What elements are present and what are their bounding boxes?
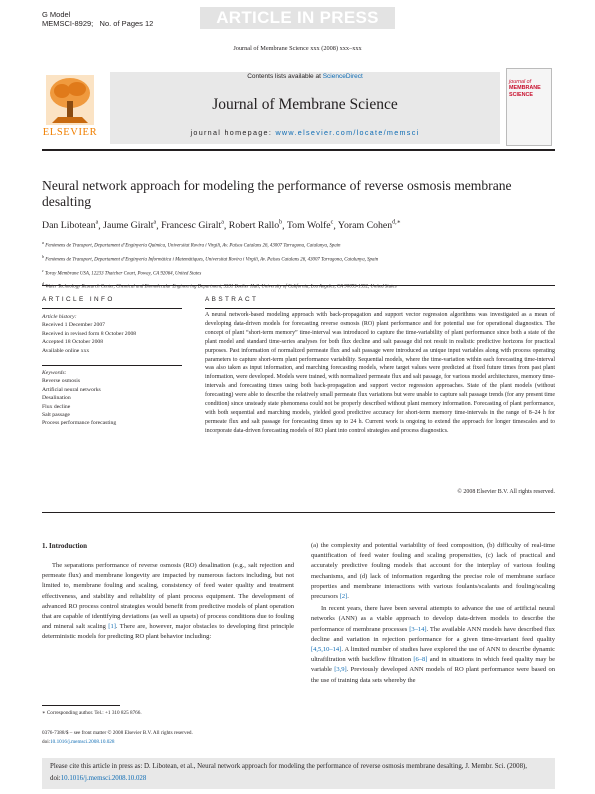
history-label: Article history: [42, 314, 77, 320]
affiliation-marker: b [42, 253, 44, 259]
doc-id: MEMSCI-8929; [42, 19, 94, 28]
author [287, 220, 333, 231]
publisher-name: ELSEVIER [42, 127, 98, 138]
header-meta [42, 10, 153, 28]
affiliation-text: Fenòmens de Transport, Departament d’Enginyeria Química, Universitat Rovira i Virgili, Av. Països Catalans 26, 43007 Tarragona, Catalunya, Spain [45, 243, 341, 249]
keyword: Artificial neural networks [42, 386, 101, 393]
paragraph-text: . There are, however, major obstacles to developing first principle deterministic models for predicting RO plant behavior including: [42, 623, 294, 641]
history-item: Accepted 18 October 2008 [42, 339, 104, 346]
citation-link[interactable]: [3,9] [334, 666, 347, 674]
doi-link[interactable]: 10.1016/j.memsci.2008.10.028 [50, 739, 115, 745]
paragraph-text: (a) the complexity and potential variability of feed composition, (b) difficulty of real-time quantification of feed water fouling and scaling propensities, (c) lack of practical and accurately predictive fouling models that account for the interplay of various fouling mechanisms, and (d) lack of information regarding the precise role of membrane surface properties and membrane interactions with various foulants/scalants and fouling/scaling precursors [311, 542, 555, 601]
author [161, 220, 224, 231]
keyword: Process performance forecasting [42, 420, 117, 427]
abstract-text: A neural network-based modeling approach with back-propagation and support vector regression algorithms was investigated as a mean of developing data-driven models for forecasting reverse osmosis (RO) plant performance and for potential use for operational diagnostics. The concept of plant “short-term memory” time-interval was introduced to capture the time-variability of plant performance since both a state of the plant model and standard time-series analyses for both flux decline and salt passage did not result in realistic predictive horizons for practical purposes. Past information of normalized permeate flux and salt passage were introduced as unique input variables along with process operating parameters to capture short-term plant performance variability. Sequential models, where the time-variation within each forecasting time-interval was also taken as input information, and marching forecasting models, where target values were predicted at fixed future times from past plant information, were developed. Models were trained, with normalized permeate flux and salt passage, for various model architectures, memory time-intervals and forecasting times using both back-propagation and support vector regression approaches. State of the plant models (without forecasting) were able to describe the relatively small permeate flux variations but were unable to capture salt passage trends (for any present time condition) since unsteady state phenomena could not be properly described without plant memory information. Forecasting of plant performance, with both sequential and marching models, yielded good predictive accuracy for short-term memory time-intervals in the range of 8–24 h for permeate flux and salt passage for forecasting times up to 24 h. Current work is ongoing to extend the approach for longer timescales and to incorporate data-driven forecasting models of RO plant into control strategies and process diagnostics. [205, 312, 555, 434]
author-affiliation-marker: d,∗ [392, 220, 401, 226]
history-item: Received in revised form 8 October 2008 [42, 330, 137, 337]
body-column-left [42, 561, 294, 643]
article-history [42, 313, 182, 355]
running-head: Journal of Membrane Science xxx (2008) xxx–xxx [233, 45, 362, 52]
issn-line: 0376-7388/$ – see front matter © 2008 Elsevier B.V. All rights reserved. [42, 730, 193, 736]
citation-doi-link[interactable]: 10.1016/j.memsci.2008.10.028 [60, 775, 147, 782]
affiliation-marker: c [42, 267, 44, 273]
journal-title: Journal of Membrane Science [212, 96, 398, 113]
author-name: Yoram Cohen [337, 220, 393, 232]
author [42, 220, 98, 231]
citation-link[interactable]: [1] [108, 623, 116, 631]
article-info-divider [42, 308, 182, 309]
paragraph [311, 541, 555, 602]
affiliation-text: Fenòmens de Transport, Departament d’Enginyeria Informàtica i Matemàtiques, Universitat Rovira i Virgili, Av. Països Catalans 26, 43007 Tarragona, Catalunya, Spain [45, 257, 379, 263]
author-affiliation-marker: c [330, 220, 334, 226]
footnote-divider [42, 705, 120, 706]
doi-prefix: doi: [42, 739, 51, 745]
paragraph-text: The separations performance of reverse osmosis (RO) desalination (e.g., salt rejection and permeate flux) and membrane longevity are impacted by numerous factors including, but not limited to, membrane fouling and scaling, consistency of feed water quality and treatment effectiveness, and stability and reliability of plant process equipment. The development of advanced RO process control strategies would benefit from predictive models of plant operation that are capable of identifying deviations (as well as upsets) of process conditions due to fouling and mineral salt scaling [42, 562, 294, 631]
cover-title [509, 79, 549, 98]
citation-text [50, 761, 550, 785]
corresponding-author-footnote: ∗ Corresponding author. Tel.: +1 310 825 8766. [42, 710, 142, 716]
keyword: Desalination [42, 395, 71, 402]
homepage-link[interactable]: www.elsevier.com/locate/memsci [275, 128, 420, 137]
keyword: Reverse osmosis [42, 378, 81, 385]
article-info-heading: ARTICLE INFO [42, 296, 115, 303]
paragraph-text: In recent years, there have been several attempts to advance the use of artificial neural networks (ANN) as a viable approach to develop data-driven models to describe the performance of membrane processes [311, 605, 555, 633]
copyright-notice: © 2008 Elsevier B.V. All rights reserved. [457, 489, 555, 495]
keyword: Salt passage [42, 412, 70, 419]
author-name: Robert Rallo [228, 220, 280, 232]
gmodel-label: G Model [42, 10, 71, 19]
elsevier-tree-icon [42, 71, 98, 133]
author-name: Dan Libotean [42, 220, 96, 232]
cover-line-1: journal of [509, 79, 532, 85]
abstract-divider [205, 308, 555, 309]
author-affiliation-marker: a [221, 220, 224, 226]
keywords [42, 369, 182, 428]
contents-prefix: Contents lists available at [247, 73, 323, 80]
abstract-bottom-divider [42, 512, 555, 513]
paragraph-text: . [347, 593, 349, 601]
contents-line [110, 73, 500, 83]
affiliation-text: Water Technology Research Center, Chemical and Biomolecular Engineering Department, 5531 Boelter Hall, University of California, Los Angeles, CA 90095-1592, United States [45, 285, 397, 291]
author-name: Francesc Giralt [161, 220, 222, 232]
affiliation [42, 266, 562, 280]
article-in-press-text: ARTICLE IN PRESS [216, 8, 379, 27]
affiliation-text: Toray Membrane USA, 12233 Thatcher Court, Poway, CA 92064, United States [45, 271, 202, 277]
affiliation-marker: d [42, 281, 44, 287]
paragraph-text: . Previously developed ANN models of RO plant performance were based on the use of training data sets whereby the [311, 666, 555, 684]
paragraph-text: . A limited number of studies have explored the use of ANN to describe dynamic ultrafiltration with backflow filtration [311, 646, 555, 664]
author [229, 220, 282, 231]
keywords-divider [42, 365, 182, 366]
citation-link[interactable]: [4,5,10–14] [311, 646, 342, 654]
citation-link[interactable]: [2] [339, 593, 348, 601]
masthead-divider [42, 149, 555, 151]
author [338, 220, 401, 231]
affiliation [42, 252, 562, 266]
author-name: Tom Wolfe [286, 220, 331, 232]
body-column-right [311, 541, 555, 686]
citation-sentence: Please cite this article in press as: D. Libotean, et al., Neural network approach for modeling the performance of reverse osmosis membrane desalting, J. Membr. Sci. (2008), doi: [50, 763, 528, 782]
keywords-label: Keywords: [42, 370, 67, 376]
citation-link[interactable]: [3–14] [409, 625, 427, 633]
journal-homepage [110, 128, 500, 137]
page-count: No. of Pages 12 [99, 19, 154, 28]
issn-doi-block [42, 729, 193, 747]
abstract-heading: ABSTRACT [205, 296, 259, 303]
history-item: Available online xxx [42, 347, 90, 354]
paragraph [311, 604, 555, 686]
affiliation [42, 238, 562, 252]
affiliation [42, 279, 562, 293]
author-affiliation-marker: a [153, 220, 157, 226]
cover-line-2: MEMBRANE [509, 85, 541, 92]
paragraph-text: . The available ANN models have described flux decline and variation in rejection performance for a given time-invariant feed quality [311, 625, 556, 643]
section-heading-introduction: 1. Introduction [42, 542, 87, 550]
author-name: Jaume Giralt [103, 220, 154, 232]
paragraph-text: and in situations in which feed quality may be variable [311, 656, 555, 674]
author-affiliation-marker: b [279, 220, 283, 226]
sciencedirect-link[interactable]: ScienceDirect [322, 73, 363, 80]
author-list: Dan Libotean$^a$, Jaume Giralt$^a$, Francesc Giralt$^a$, Robert Rallo$^b$, Tom Wolfe$^c$, Yoram Cohen$^{d,∗}$ [42, 220, 401, 232]
homepage-prefix: journal homepage: [190, 128, 276, 137]
article-title: Neural network approach for modeling the performance of reverse osmosis membrane desalting [42, 178, 512, 209]
affiliation-marker: a [42, 240, 44, 245]
keyword: Flux decline [42, 403, 71, 410]
cover-line-3: SCIENCE [509, 91, 533, 98]
history-item: Received 1 December 2007 [42, 322, 106, 329]
author [103, 220, 156, 231]
citation-link[interactable]: [6–8] [413, 656, 428, 664]
author-affiliation-marker: a [95, 220, 99, 226]
title-divider [42, 285, 555, 286]
